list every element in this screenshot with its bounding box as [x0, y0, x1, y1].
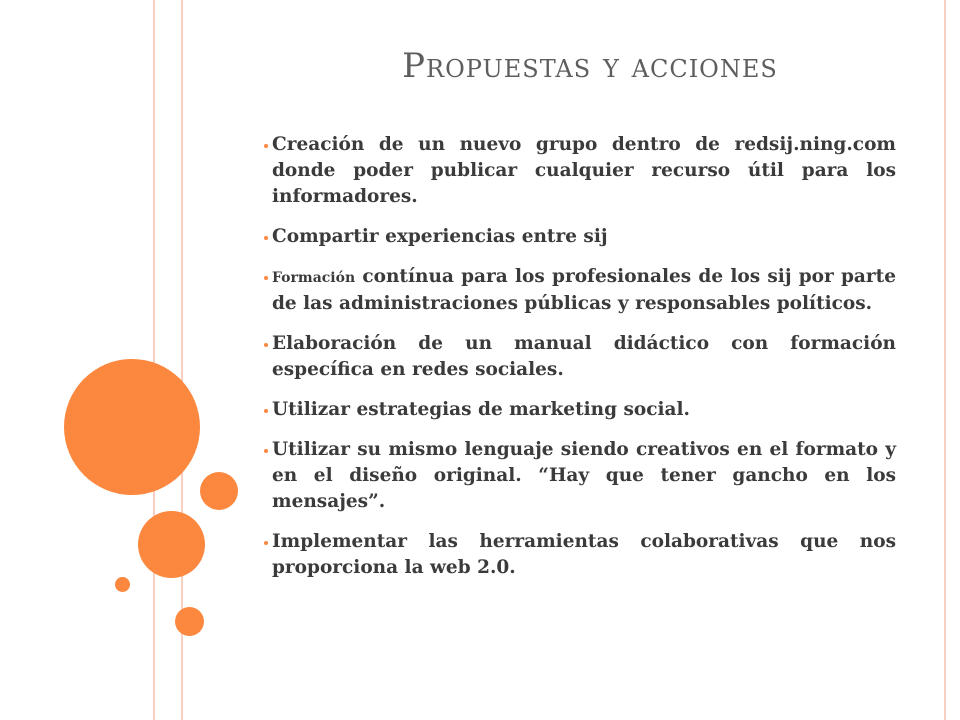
bullet-icon: [264, 541, 268, 545]
decorative-circle-medium-1: [200, 472, 238, 510]
bullet-icon: [264, 276, 268, 280]
bullet-list: [264, 132, 896, 595]
decorative-circle-small-2: [175, 607, 204, 636]
decorative-circle-small-1: [115, 577, 130, 592]
list-item: [264, 224, 896, 250]
list-item: [264, 264, 896, 317]
list-item-text: Elaboración de un manual didáctico con formación específica en redes sociales.: [272, 333, 896, 380]
decorative-line-left: [153, 0, 155, 720]
bullet-icon: [264, 409, 268, 413]
list-item: [264, 437, 896, 515]
list-item: [264, 397, 896, 423]
list-item: [264, 331, 896, 383]
list-item-lead: Formación: [272, 270, 356, 286]
list-item-text: Implementar las herramientas colaborativas que nos proporciona la web 2.0.: [272, 531, 896, 578]
decorative-circle-large: [64, 359, 200, 495]
decorative-circle-medium-2: [138, 511, 205, 578]
list-item-text: Utilizar estrategias de marketing social.: [272, 399, 690, 420]
list-item-text: contínua para los profesionales de los sij por parte de las administraciones públicas y responsables políticos.: [272, 266, 896, 314]
list-item-text: Utilizar su mismo lenguaje siendo creativos en el formato y en el diseño original. “Hay que tener gancho en los mensajes”.: [272, 439, 896, 512]
list-item-text: Compartir experiencias entre sij: [272, 226, 608, 247]
bullet-icon: [264, 449, 268, 453]
list-item: [264, 132, 896, 210]
list-item: [264, 529, 896, 581]
list-item-text: Creación de un nuevo grupo dentro de redsij.ning.com donde poder publicar cualquier recurso útil para los informadores.: [272, 134, 896, 207]
bullet-icon: [264, 343, 268, 347]
slide-title: Propuestas y acciones: [402, 46, 778, 86]
bullet-icon: [264, 236, 268, 240]
decorative-line-right: [944, 0, 946, 720]
bullet-icon: [264, 144, 268, 148]
